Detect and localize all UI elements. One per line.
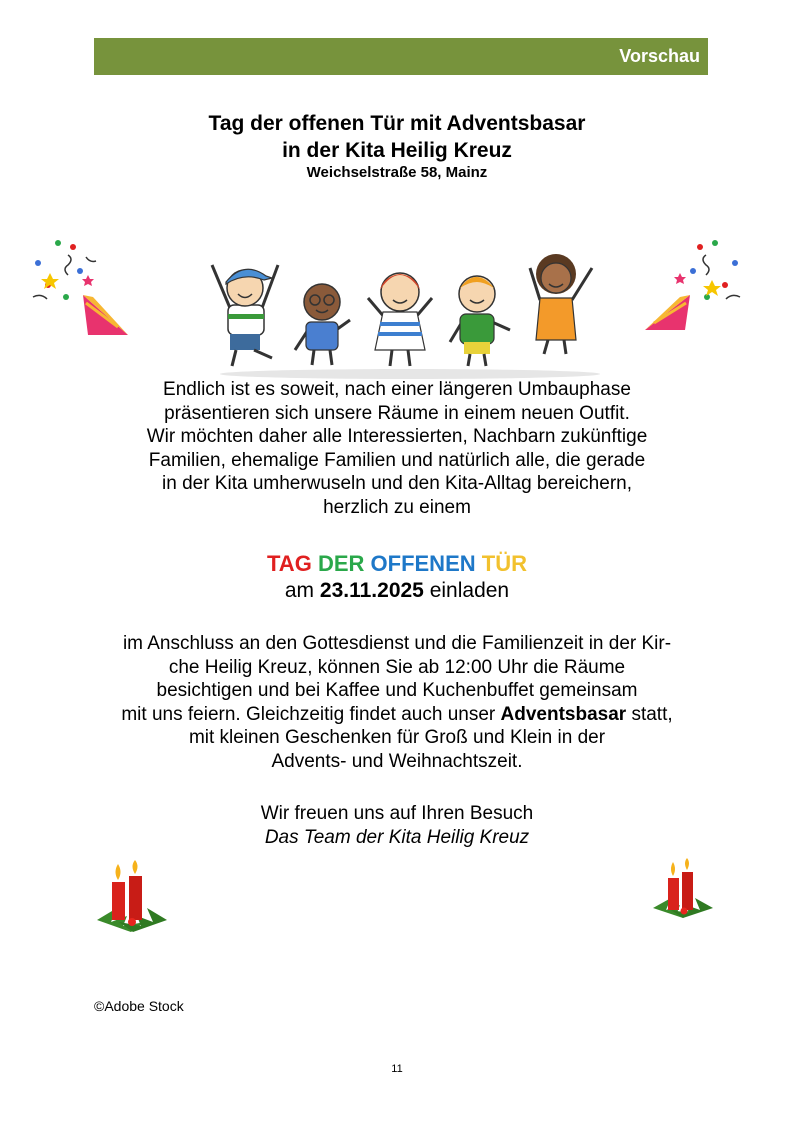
headline-word-tuer: TÜR [481,551,527,576]
intro-paragraph [0,378,794,519]
details-line4-before: mit uns feiern. Gleichzeitig findet auch unser [121,703,496,725]
date-prefix: am [284,579,315,602]
details-line: im Anschluss an den Gottesdienst und die Familienzeit in der Kir- [122,633,672,654]
signature: Das Team der Kita Heilig Kreuz [264,826,530,848]
details-line: mit kleinen Geschenken für Groß und Klein in der [188,727,606,748]
intro-line: Wir möchten daher alle Interessierten, Nachbarn zukünftige [146,426,648,447]
child-5-icon [530,254,592,354]
header-label: Vorschau [619,46,700,66]
candles-left-icon [92,860,172,935]
candles-right-icon [648,858,718,923]
party-popper-left-icon [28,235,133,340]
details-line: che Heilig Kreuz, können Sie ab 12:00 Uhr die Räume [168,656,626,678]
intro-line: herzlich zu einem [323,496,471,518]
details-paragraph [0,632,794,773]
headline-word-offenen: OFFENEN [370,551,476,576]
details-line4-after: statt, [631,703,673,725]
intro-line: Familien, ehemalige Familien und natürlich alle, die gerade [148,449,646,471]
child-4-icon [450,276,510,366]
headline-word-tag: TAG [267,551,312,576]
details-line: besichtigen und bei Kaffee und Kuchenbuffet gemeinsam [156,680,638,701]
headline-word-der: DER [317,551,365,576]
event-headline [0,550,794,577]
title-line-1: Tag der offenen Tür mit Adventsbasar [208,112,586,135]
title-line-2: in der Kita Heilig Kreuz [282,139,512,162]
intro-line: präsentieren sich unsere Räume in einem neuen Outfit. [164,402,630,424]
page-title [0,110,794,182]
child-3-icon [368,273,432,366]
details-line: Advents- und Weihnachtszeit. [271,750,523,772]
header-banner [94,38,708,75]
date-suffix: einladen [429,579,510,602]
child-1-icon [212,265,278,366]
children-illustration [200,250,620,380]
closing-line: Wir freuen uns auf Ihren Besuch [260,803,534,824]
event-date: 23.11.2025 [319,579,424,602]
intro-line: in der Kita umherwuseln und den Kita-Alltag bereichern, [162,473,632,494]
event-date-line [0,577,794,604]
party-popper-right-icon [640,235,745,340]
closing-block [0,802,794,849]
title-address: Weichselstraße 58, Mainz [306,164,488,181]
details-line [0,703,794,727]
page-number: 11 [391,1063,403,1075]
intro-line: Endlich ist es soweit, nach einer längeren Umbauphase [163,379,631,400]
image-credit: ©Adobe Stock [94,998,184,1014]
adventsbasar-label: Adventsbasar [500,703,627,725]
child-2-icon [295,284,350,365]
